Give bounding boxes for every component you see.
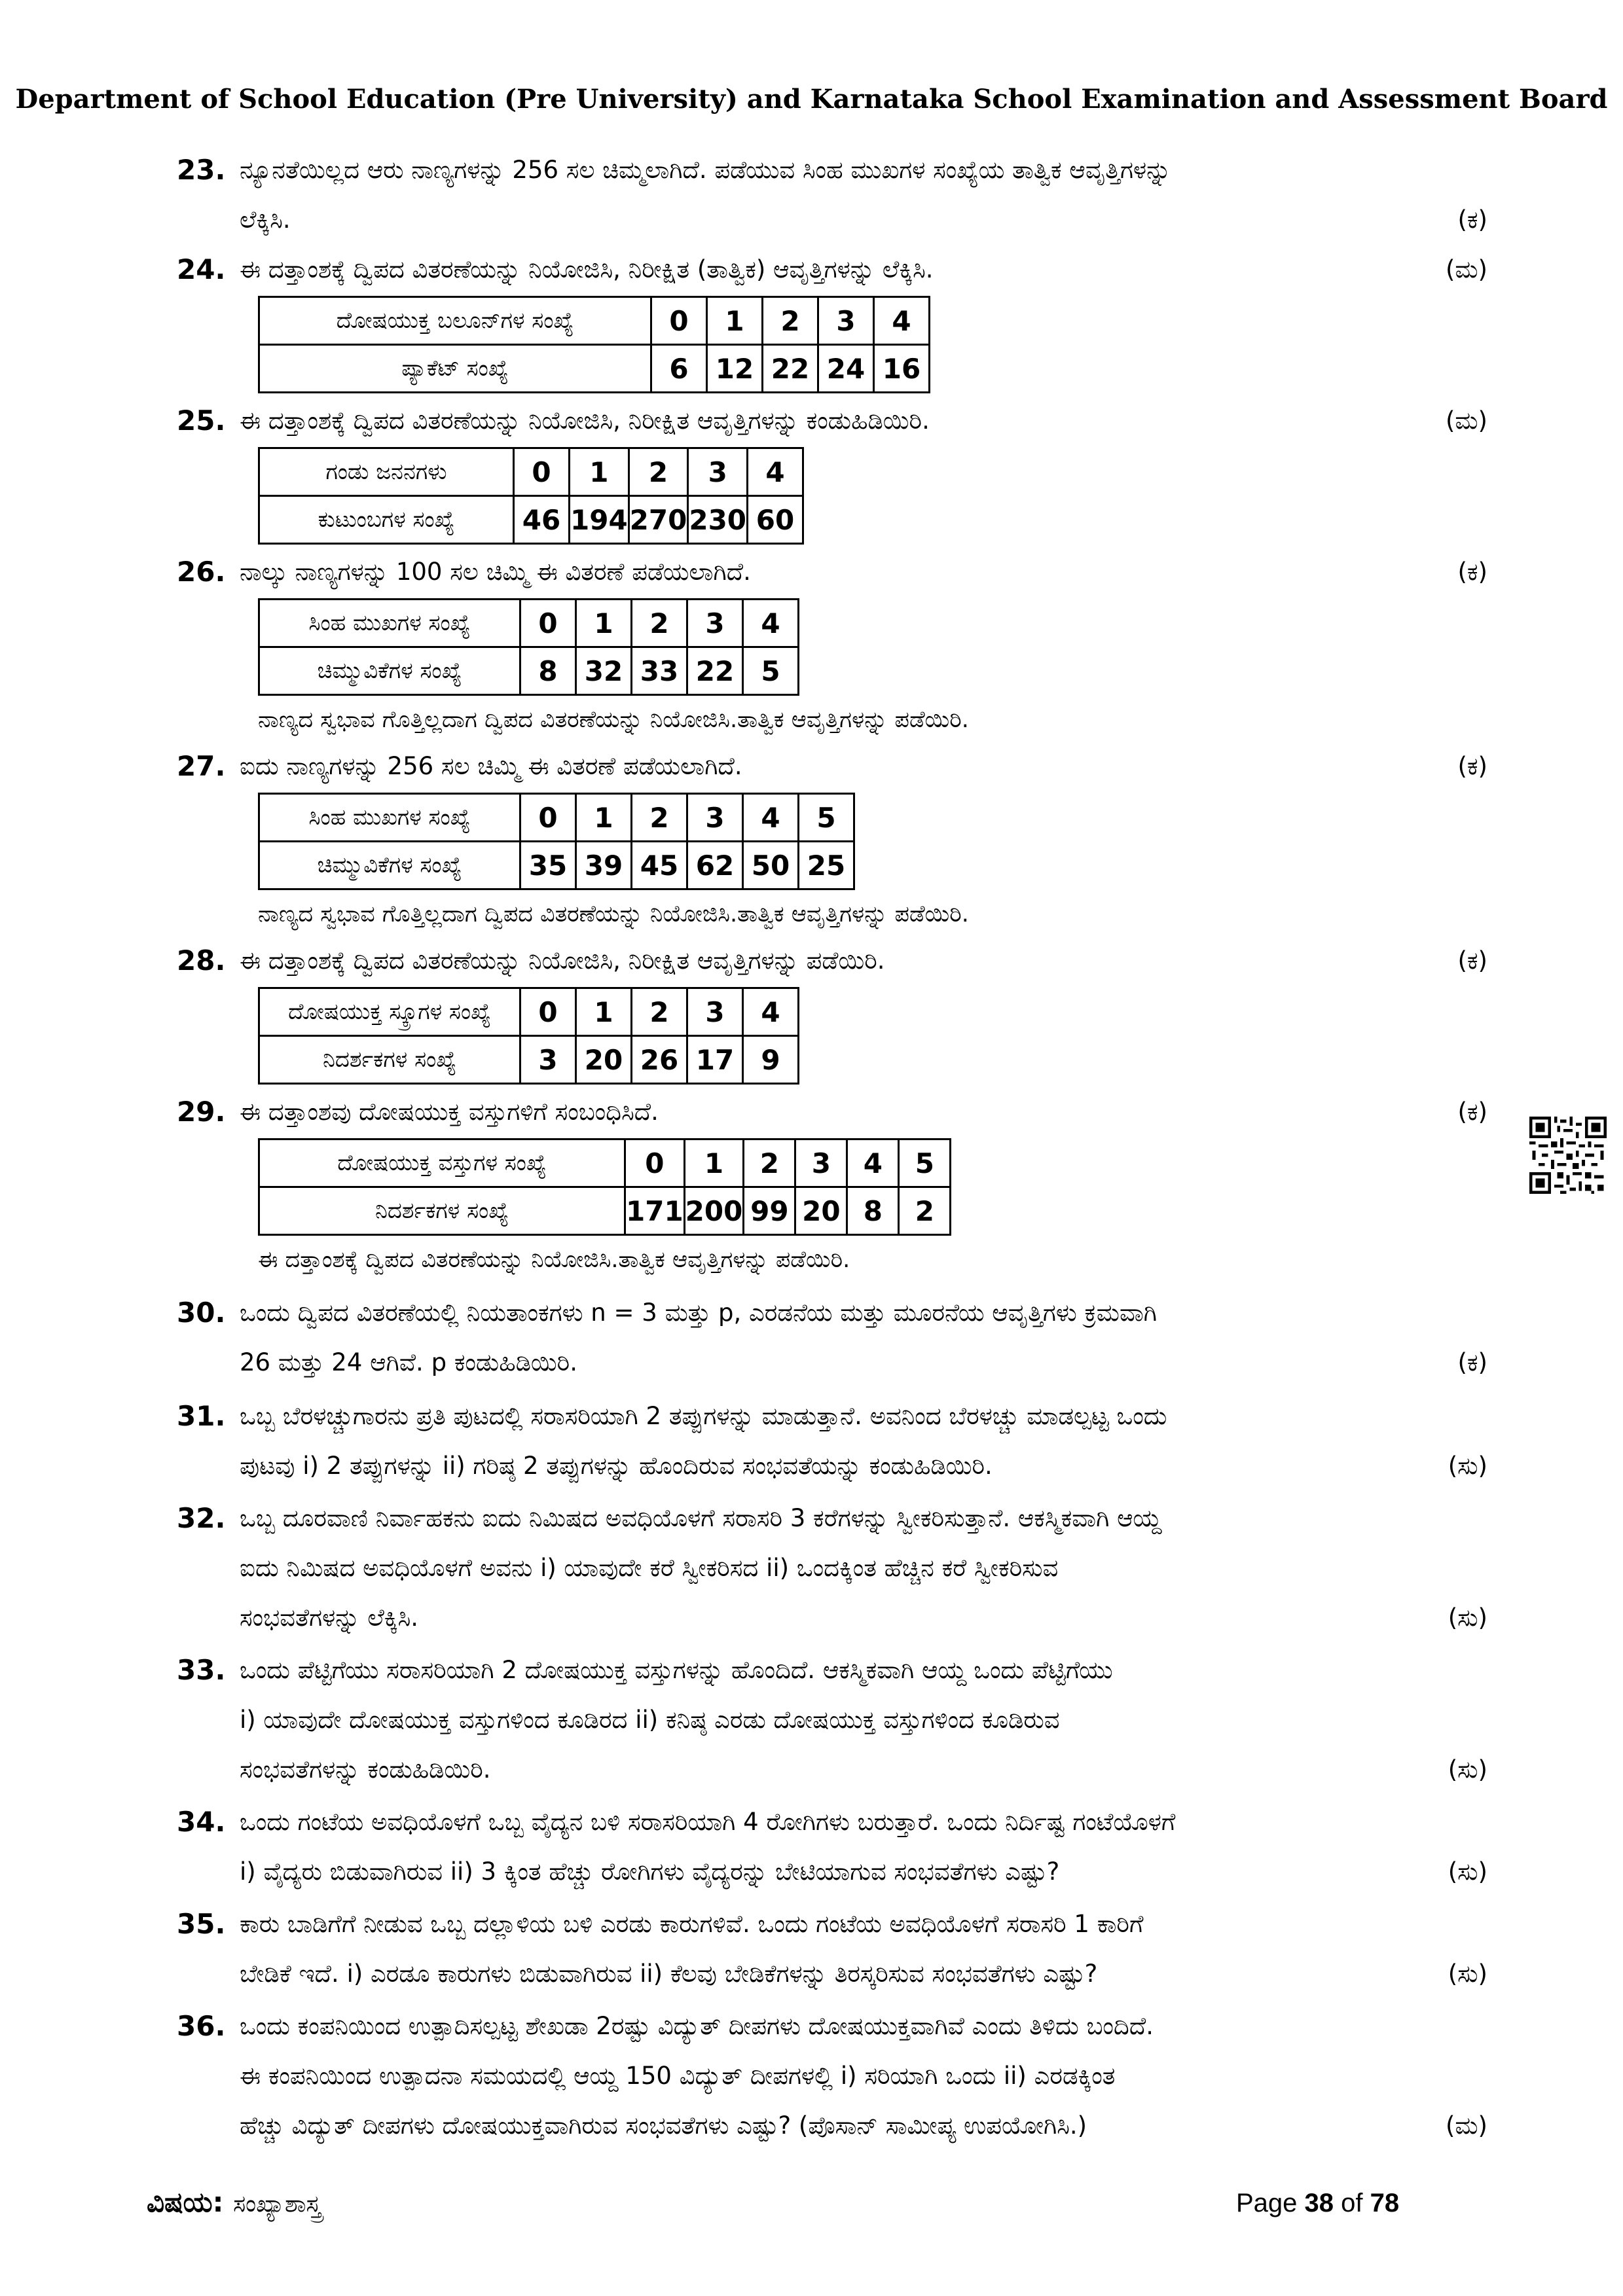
question-text: ಒಬ್ಬ ದೂರವಾಣಿ ನಿರ್ವಾಹಕನು ಐದು ನಿಮಿಷದ ಅವಧಿಯೊಳಗೆ ಸರಾಸರಿ 3 ಕರೆಗಳನ್ನು ಸ್ವೀಕರಿಸುತ್ತಾನೆ. ಆಕಸ್ಮಿಕವಾಗಿ ಆಯ್ದ	[240, 1504, 1161, 1532]
frequency-table	[258, 987, 799, 1085]
table-cell: 2	[632, 600, 687, 647]
table-cell: 60	[748, 496, 803, 544]
question-number: 29.	[177, 1096, 226, 1128]
table-row	[259, 448, 803, 496]
table-cell: 5	[899, 1139, 951, 1187]
table-cell: 270	[629, 496, 688, 544]
table-cell: 4	[748, 448, 803, 496]
row-label: ಸಿಂಹ ಮುಖಗಳ ಸಂಖ್ಯೆ	[259, 794, 520, 842]
question-30	[177, 1288, 1494, 1388]
question-text: ಒಂದು ಪೆಟ್ಟಿಗೆಯು ಸರಾಸರಿಯಾಗಿ 2 ದೋಷಯುಕ್ತ ವಸ್ತುಗಳನ್ನು ಹೊಂದಿದೆ. ಆಕಸ್ಮಿಕವಾಗಿ ಆಯ್ದ ಒಂದು ಪೆಟ್ಟಿಗೆಯು	[240, 1656, 1113, 1684]
question-number: 24.	[177, 253, 226, 285]
table-cell: 20	[795, 1187, 847, 1235]
frequency-table	[258, 1138, 951, 1236]
table-cell: 24	[818, 345, 874, 393]
question-text-continued: ಸಂಭವತೆಗಳನ್ನು ಕಂಡುಹಿಡಿಯಿರಿ.	[240, 1755, 491, 1784]
table-cell: 2	[899, 1187, 951, 1235]
table-cell: 3	[687, 988, 743, 1036]
difficulty-level: (ಸು)	[1448, 1755, 1487, 1784]
table-row	[259, 1187, 951, 1235]
difficulty-level: (ಕ)	[1457, 558, 1487, 586]
question-29	[177, 1087, 1494, 1282]
table-cell: 0	[520, 600, 576, 647]
question-text: ಒಂದು ಗಂಟೆಯ ಅವಧಿಯೊಳಗೆ ಒಬ್ಬ ವೈದ್ಯನ ಬಳಿ ಸರಾಸರಿಯಾಗಿ 4 ರೋಗಿಗಳು ಬರುತ್ತಾರೆ. ಒಂದು ನಿರ್ದಿಷ್ಟ ಗಂಟೆಯೊಳಗೆ	[240, 1808, 1176, 1836]
difficulty-level: (ಕ)	[1457, 1348, 1487, 1376]
frequency-table	[258, 793, 855, 890]
question-text: ಒಂದು ದ್ವಿಪದ ವಿತರಣೆಯಲ್ಲಿ ನಿಯತಾಂಕಗಳು n = 3 ಮತ್ತು p, ಎರಡನೆಯ ಮತ್ತು ಮೂರನೆಯ ಆವೃತ್ತಿಗಳು ಕ್ರಮವಾಗಿ	[240, 1299, 1157, 1327]
question-text-continued: ಈ ಕಂಪನಿಯಿಂದ ಉತ್ಪಾದನಾ ಸಮಯದಲ್ಲಿ ಆಯ್ದ 150 ವಿದ್ಯುತ್ ದೀಪಗಳಲ್ಲಿ i) ಸರಿಯಾಗಿ ಒಂದು ii) ಎರಡಕ್ಕಿಂತ	[240, 2062, 1116, 2090]
question-text-continued: ಬೇಡಿಕೆ ಇದೆ. i) ಎರಡೂ ಕಾರುಗಳು ಬಿಡುವಾಗಿರುವ ii) ಕೆಲವು ಬೇಡಿಕೆಗಳನ್ನು ತಿರಸ್ಕರಿಸುವ ಸಂಭವತೆಗಳು ಎಷ್ಟು?	[240, 1960, 1098, 1988]
question-number: 34.	[177, 1806, 226, 1838]
frequency-table	[258, 598, 799, 696]
question-text: ಒಂದು ಕಂಪನಿಯಿಂದ ಉತ್ಪಾದಿಸಲ್ಪಟ್ಟ ಶೇಖಡಾ 2ರಷ್ಟು ವಿದ್ಯುತ್ ದೀಪಗಳು ದೋಷಯುಕ್ತವಾಗಿವೆ ಎಂದು ತಿಳಿದು ಬಂದಿದೆ.	[240, 2012, 1154, 2040]
question-text: ಈ ದತ್ತಾಂಶಕ್ಕೆ ದ್ವಿಪದ ವಿತರಣೆಯನ್ನು ನಿಯೋಜಿಸಿ, ನಿರೀಕ್ಷಿತ ಆವೃತ್ತಿಗಳನ್ನು ಪಡೆಯಿರಿ.	[240, 946, 885, 975]
difficulty-level: (ಮ)	[1445, 255, 1487, 283]
question-34	[177, 1797, 1494, 1897]
table-row	[259, 345, 930, 393]
table-cell: 12	[707, 345, 763, 393]
table-cell: 33	[632, 647, 687, 695]
question-number: 23.	[177, 154, 226, 186]
table-cell: 1	[707, 297, 763, 345]
table-row	[259, 600, 799, 647]
table-cell: 2	[629, 448, 688, 496]
difficulty-level: (ಕ)	[1457, 206, 1487, 234]
question-24	[177, 245, 1494, 393]
table-cell: 0	[625, 1139, 685, 1187]
table-cell: 35	[520, 842, 576, 889]
row-label: ನಿದರ್ಶಕಗಳ ಸಂಖ್ಯೆ	[259, 1187, 625, 1235]
difficulty-level: (ಸು)	[1448, 1857, 1487, 1886]
question-text: ಈ ದತ್ತಾಂಶಕ್ಕೆ ದ್ವಿಪದ ವಿತರಣೆಯನ್ನು ನಿಯೋಜಿಸಿ, ನಿರೀಕ್ಷಿತ ಆವೃತ್ತಿಗಳನ್ನು ಕಂಡುಹಿಡಿಯಿರಿ.	[240, 406, 930, 435]
difficulty-level: (ಸು)	[1448, 1604, 1487, 1632]
question-text-continued: ಲೆಕ್ಕಿಸಿ.	[240, 206, 291, 234]
question-35	[177, 1899, 1494, 1999]
question-number: 32.	[177, 1502, 226, 1534]
table-cell: 17	[687, 1036, 743, 1084]
table-cell: 8	[847, 1187, 899, 1235]
table-cell: 2	[744, 1139, 795, 1187]
table-cell: 171	[625, 1187, 685, 1235]
table-cell: 0	[651, 297, 707, 345]
question-text: ಈ ದತ್ತಾಂಶವು ದೋಷಯುಕ್ತ ವಸ್ತುಗಳಿಗೆ ಸಂಬಂಧಿಸಿದೆ.	[240, 1098, 659, 1126]
question-25	[177, 396, 1494, 545]
question-note: ನಾಣ್ಯದ ಸ್ವಭಾವ ಗೊತ್ತಿಲ್ಲದಾಗ ದ್ವಿಪದ ವಿತರಣೆಯನ್ನು ನಿಯೋಜಿಸಿ.ತಾತ್ವಿಕ ಆವೃತ್ತಿಗಳನ್ನು ಪಡೆಯಿರಿ.	[258, 707, 969, 733]
table-cell: 3	[795, 1139, 847, 1187]
difficulty-level: (ಸು)	[1448, 1960, 1487, 1988]
question-32	[177, 1494, 1494, 1643]
question-text-continued: 26 ಮತ್ತು 24 ಆಗಿವೆ. p ಕಂಡುಹಿಡಿಯಿರಿ.	[240, 1348, 577, 1376]
question-23	[177, 145, 1494, 245]
page-header: Department of School Education (Pre University) and Karnataka School Examination and Assessment Board	[15, 84, 1608, 115]
question-number: 26.	[177, 556, 226, 588]
question-26	[177, 547, 1494, 742]
table-cell: 5	[799, 794, 854, 842]
question-number: 36.	[177, 2010, 226, 2042]
row-label: ಸಿಂಹ ಮುಖಗಳ ಸಂಖ್ಯೆ	[259, 600, 520, 647]
qr-code-icon	[1529, 1117, 1607, 1194]
question-number: 31.	[177, 1400, 226, 1432]
table-cell: 1	[576, 988, 632, 1036]
table-cell: 62	[687, 842, 743, 889]
table-cell: 3	[687, 600, 743, 647]
difficulty-level: (ಕ)	[1457, 752, 1487, 780]
table-cell: 45	[632, 842, 687, 889]
table-row	[259, 297, 930, 345]
footer-subject	[147, 2186, 321, 2219]
question-text: ನ್ಯೂನತೆಯಿಲ್ಲದ ಆರು ನಾಣ್ಯಗಳನ್ನು 256 ಸಲ ಚಿಮ್ಮಲಾಗಿದೆ. ಪಡೆಯುವ ಸಿಂಹ ಮುಖಗಳ ಸಂಖ್ಯೆಯ ತಾತ್ವಿಕ ಆವೃತ್ತಿಗಳನ್ನು	[240, 156, 1171, 184]
table-cell: 26	[632, 1036, 687, 1084]
table-row	[259, 842, 854, 889]
question-text-continued: i) ವೈದ್ಯರು ಬಿಡುವಾಗಿರುವ ii) 3 ಕ್ಕಿಂತ ಹೆಚ್ಚು ರೋಗಿಗಳು ವೈದ್ಯರನ್ನು ಬೇಟಿಯಾಗುವ ಸಂಭವತೆಗಳು ಎಷ್ಟು?	[240, 1857, 1060, 1886]
table-cell: 2	[763, 297, 818, 345]
table-cell: 4	[743, 794, 799, 842]
question-number: 27.	[177, 750, 226, 782]
question-text: ನಾಲ್ಕು ನಾಣ್ಯಗಳನ್ನು 100 ಸಲ ಚಿಮ್ಮಿ ಈ ವಿತರಣೆ ಪಡೆಯಲಾಗಿದೆ.	[240, 558, 751, 586]
table-cell: 6	[651, 345, 707, 393]
table-cell: 230	[688, 496, 748, 544]
table-cell: 3	[520, 1036, 576, 1084]
difficulty-level: (ಕ)	[1457, 1098, 1487, 1126]
table-cell: 32	[576, 647, 632, 695]
question-text: ಈ ದತ್ತಾಂಶಕ್ಕೆ ದ್ವಿಪದ ವಿತರಣೆಯನ್ನು ನಿಯೋಜಿಸಿ, ನಿರೀಕ್ಷಿತ (ತಾತ್ವಿಕ) ಆವೃತ್ತಿಗಳನ್ನು ಲೆಕ್ಕಿಸಿ.	[240, 255, 934, 283]
row-label: ಗಂಡು ಜನನಗಳು	[259, 448, 514, 496]
difficulty-level: (ಸು)	[1448, 1452, 1487, 1480]
page-word: Page	[1236, 2189, 1298, 2217]
question-text-continued: ಹೆಚ್ಚು ವಿದ್ಯುತ್ ದೀಪಗಳು ದೋಷಯುಕ್ತವಾಗಿರುವ ಸಂಭವತೆಗಳು ಎಷ್ಟು? (ಪೊಸಾನ್ ಸಾಮೀಪ್ಯ ಉಪಯೋಗಿಸಿ.)	[240, 2111, 1087, 2140]
difficulty-level: (ಮ)	[1445, 406, 1487, 435]
table-cell: 9	[743, 1036, 799, 1084]
table-cell: 8	[520, 647, 576, 695]
table-cell: 194	[570, 496, 629, 544]
table-cell: 4	[743, 600, 799, 647]
frequency-table	[258, 447, 804, 545]
table-cell: 20	[576, 1036, 632, 1084]
page-number	[1236, 2189, 1399, 2218]
table-cell: 50	[743, 842, 799, 889]
table-cell: 1	[576, 600, 632, 647]
table-row	[259, 988, 799, 1036]
question-text-continued: i) ಯಾವುದೇ ದೋಷಯುಕ್ತ ವಸ್ತುಗಳಿಂದ ಕೂಡಿರದ ii) ಕನಿಷ್ಠ ಎರಡು ದೋಷಯುಕ್ತ ವಸ್ತುಗಳಿಂದ ಕೂಡಿರುವ	[240, 1706, 1060, 1734]
table-row	[259, 1139, 951, 1187]
question-text: ಕಾರು ಬಾಡಿಗೆಗೆ ನೀಡುವ ಒಬ್ಬ ದಲ್ಲಾಳಿಯ ಬಳಿ ಎರಡು ಕಾರುಗಳಿವೆ. ಒಂದು ಗಂಟೆಯ ಅವಧಿಯೊಳಗೆ ಸರಾಸರಿ 1 ಕಾರಿಗೆ	[240, 1910, 1144, 1938]
row-label: ಪ್ಯಾಕೆಟ್ ಸಂಖ್ಯೆ	[259, 345, 651, 393]
question-number: 30.	[177, 1297, 226, 1329]
table-cell: 5	[743, 647, 799, 695]
page-total: 78	[1370, 2189, 1400, 2217]
table-cell: 3	[687, 794, 743, 842]
table-cell: 0	[520, 794, 576, 842]
table-cell: 22	[763, 345, 818, 393]
table-cell: 16	[874, 345, 930, 393]
table-cell: 39	[576, 842, 632, 889]
table-cell: 0	[520, 988, 576, 1036]
question-text: ಐದು ನಾಣ್ಯಗಳನ್ನು 256 ಸಲ ಚಿಮ್ಮಿ ಈ ವಿತರಣೆ ಪಡೆಯಲಾಗಿದೆ.	[240, 752, 742, 780]
page-current: 38	[1304, 2189, 1334, 2217]
row-label: ಚಿಮ್ಮುವಿಕೆಗಳ ಸಂಖ್ಯೆ	[259, 647, 520, 695]
table-cell: 4	[874, 297, 930, 345]
row-label: ಚಿಮ್ಮುವಿಕೆಗಳ ಸಂಖ್ಯೆ	[259, 842, 520, 889]
question-number: 28.	[177, 944, 226, 977]
table-cell: 200	[684, 1187, 744, 1235]
table-cell: 4	[847, 1139, 899, 1187]
table-cell: 0	[514, 448, 570, 496]
question-31	[177, 1391, 1494, 1491]
question-note: ಈ ದತ್ತಾಂಶಕ್ಕೆ ದ್ವಿಪದ ವಿತರಣೆಯನ್ನು ನಿಯೋಜಿಸಿ.ತಾತ್ವಿಕ ಆವೃತ್ತಿಗಳನ್ನು ಪಡೆಯಿರಿ.	[258, 1247, 850, 1273]
table-cell: 3	[818, 297, 874, 345]
question-36	[177, 2001, 1494, 2151]
table-row	[259, 1036, 799, 1084]
question-27	[177, 742, 1494, 936]
table-row	[259, 794, 854, 842]
question-number: 25.	[177, 404, 226, 437]
difficulty-level: (ಮ)	[1445, 2111, 1487, 2140]
row-label: ನಿದರ್ಶಕಗಳ ಸಂಖ್ಯೆ	[259, 1036, 520, 1084]
question-text-continued: ಪುಟವು i) 2 ತಪ್ಪುಗಳನ್ನು ii) ಗರಿಷ್ಠ 2 ತಪ್ಪುಗಳನ್ನು ಹೊಂದಿರುವ ಸಂಭವತೆಯನ್ನು ಕಂಡುಹಿಡಿಯಿರಿ.	[240, 1452, 993, 1480]
table-cell: 99	[744, 1187, 795, 1235]
table-cell: 22	[687, 647, 743, 695]
table-row	[259, 496, 803, 544]
table-cell: 1	[576, 794, 632, 842]
question-33	[177, 1645, 1494, 1795]
row-label: ಕುಟುಂಬಗಳ ಸಂಖ್ಯೆ	[259, 496, 514, 544]
table-cell: 3	[688, 448, 748, 496]
table-cell: 2	[632, 794, 687, 842]
table-cell: 1	[684, 1139, 744, 1187]
frequency-table	[258, 296, 930, 393]
question-number: 35.	[177, 1908, 226, 1940]
row-label: ದೋಷಯುಕ್ತ ಸ್ಕ್ರೂಗಳ ಸಂಖ್ಯೆ	[259, 988, 520, 1036]
table-cell: 2	[632, 988, 687, 1036]
question-text-continued: ಸಂಭವತೆಗಳನ್ನು ಲೆಕ್ಕಿಸಿ.	[240, 1604, 419, 1632]
question-number: 33.	[177, 1654, 226, 1686]
question-note: ನಾಣ್ಯದ ಸ್ವಭಾವ ಗೊತ್ತಿಲ್ಲದಾಗ ದ್ವಿಪದ ವಿತರಣೆಯನ್ನು ನಿಯೋಜಿಸಿ.ತಾತ್ವಿಕ ಆವೃತ್ತಿಗಳನ್ನು ಪಡೆಯಿರಿ.	[258, 901, 969, 927]
table-cell: 1	[570, 448, 629, 496]
subject-label: ವಿಷಯ:	[147, 2186, 224, 2218]
table-row	[259, 647, 799, 695]
row-label: ದೋಷಯುಕ್ತ ಬಲೂನ್‌ಗಳ ಸಂಖ್ಯೆ	[259, 297, 651, 345]
of-word: of	[1341, 2189, 1363, 2217]
table-cell: 4	[743, 988, 799, 1036]
questions-list	[177, 145, 1494, 2151]
difficulty-level: (ಕ)	[1457, 946, 1487, 975]
table-cell: 46	[514, 496, 570, 544]
question-text-continued: ಐದು ನಿಮಿಷದ ಅವಧಿಯೊಳಗೆ ಅವನು i) ಯಾವುದೇ ಕರೆ ಸ್ವೀಕರಿಸದ ii) ಒಂದಕ್ಕಿಂತ ಹೆಚ್ಚಿನ ಕರೆ ಸ್ವೀಕರಿಸುವ	[240, 1554, 1059, 1582]
table-cell: 25	[799, 842, 854, 889]
question-text: ಒಬ್ಬ ಬೆರಳಚ್ಚುಗಾರನು ಪ್ರತಿ ಪುಟದಲ್ಲಿ ಸರಾಸರಿಯಾಗಿ 2 ತಪ್ಪುಗಳನ್ನು ಮಾಡುತ್ತಾನೆ. ಅವನಿಂದ ಬೆರಳಚ್ಚು ಮಾಡಲ್ಪಟ್ಟ ಒಂದು	[240, 1402, 1167, 1430]
subject-name: ಸಂಖ್ಯಾಶಾಸ್ತ್ರ	[233, 2191, 321, 2217]
row-label: ದೋಷಯುಕ್ತ ವಸ್ತುಗಳ ಸಂಖ್ಯೆ	[259, 1139, 625, 1187]
question-28	[177, 936, 1494, 1085]
